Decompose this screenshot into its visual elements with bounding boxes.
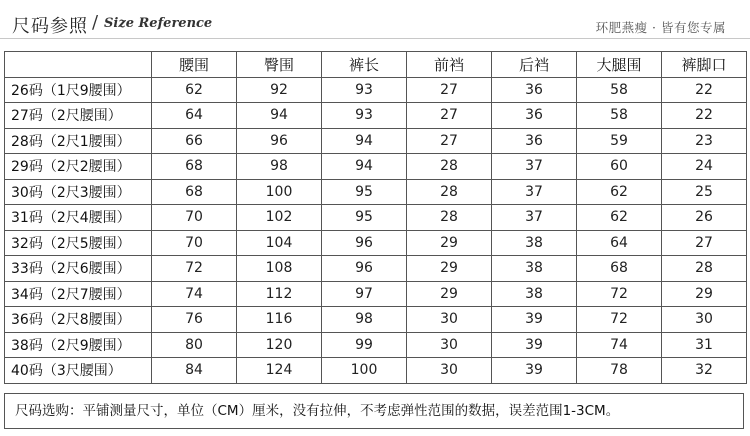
table-cell: 29 (407, 281, 492, 307)
table-cell: 76 (152, 307, 237, 333)
table-cell: 100 (237, 179, 322, 205)
table-row (5, 230, 747, 256)
table-row (5, 128, 747, 154)
page-title: 尺码参照 (12, 16, 88, 37)
page-subtitle: Size Reference (104, 16, 213, 31)
row-label: 26码（1尺9腰围） (5, 77, 152, 103)
table-cell: 29 (662, 281, 747, 307)
table-cell: 22 (662, 103, 747, 129)
table-cell: 25 (662, 179, 747, 205)
table-cell: 98 (237, 154, 322, 180)
table-cell: 96 (322, 230, 407, 256)
table-cell: 39 (492, 307, 577, 333)
table-cell: 74 (577, 332, 662, 358)
table-cell: 94 (322, 154, 407, 180)
table-cell: 68 (577, 256, 662, 282)
table-row (5, 256, 747, 282)
row-label: 30码（2尺3腰围） (5, 179, 152, 205)
table-cell: 68 (152, 154, 237, 180)
table-row (5, 77, 747, 103)
table-cell: 27 (662, 230, 747, 256)
row-label: 33码（2尺6腰围） (5, 256, 152, 282)
table-cell: 72 (577, 307, 662, 333)
table-cell: 64 (152, 103, 237, 129)
table-row (5, 103, 747, 129)
table-corner-cell (5, 52, 152, 78)
table-cell: 30 (407, 332, 492, 358)
table-cell: 95 (322, 179, 407, 205)
table-cell: 28 (407, 154, 492, 180)
table-cell: 66 (152, 128, 237, 154)
row-label: 29码（2尺2腰围） (5, 154, 152, 180)
table-cell: 29 (407, 256, 492, 282)
table-cell: 32 (662, 358, 747, 384)
title-separator: / (92, 12, 99, 33)
table-row (5, 205, 747, 231)
table-cell: 72 (577, 281, 662, 307)
table-cell: 93 (322, 103, 407, 129)
table-cell: 70 (152, 230, 237, 256)
table-cell: 28 (407, 179, 492, 205)
table-cell: 30 (662, 307, 747, 333)
table-row (5, 179, 747, 205)
row-label: 27码（2尺腰围） (5, 103, 152, 129)
table-cell: 99 (322, 332, 407, 358)
table-cell: 92 (237, 77, 322, 103)
column-header: 裤长 (322, 52, 407, 78)
table-cell: 96 (237, 128, 322, 154)
table-row (5, 332, 747, 358)
table-cell: 74 (152, 281, 237, 307)
table-cell: 95 (322, 205, 407, 231)
slogan: 环肥燕瘦 · 皆有您专属 (595, 20, 726, 35)
table-cell: 94 (322, 128, 407, 154)
table-row (5, 358, 747, 384)
table-cell: 116 (237, 307, 322, 333)
table-cell: 37 (492, 179, 577, 205)
table-cell: 80 (152, 332, 237, 358)
table-cell: 96 (322, 256, 407, 282)
row-label: 40码（3尺腰围） (5, 358, 152, 384)
table-cell: 28 (407, 205, 492, 231)
table-cell: 94 (237, 103, 322, 129)
table-cell: 93 (322, 77, 407, 103)
table-body (5, 77, 747, 383)
table-cell: 112 (237, 281, 322, 307)
header-divider (0, 38, 750, 39)
table-cell: 38 (492, 230, 577, 256)
table-cell: 36 (492, 128, 577, 154)
size-note: 尺码选购：平铺测量尺寸，单位（CM）厘米，没有拉伸，不考虑弹性范围的数据，误差范围1-3CM。 (4, 393, 744, 429)
table-cell: 124 (237, 358, 322, 384)
table-cell: 37 (492, 205, 577, 231)
table-cell: 27 (407, 77, 492, 103)
table-cell: 78 (577, 358, 662, 384)
table-cell: 62 (152, 77, 237, 103)
table-header-row (5, 52, 747, 78)
table-cell: 102 (237, 205, 322, 231)
table-cell: 22 (662, 77, 747, 103)
row-label: 28码（2尺1腰围） (5, 128, 152, 154)
table-cell: 27 (407, 103, 492, 129)
table-cell: 26 (662, 205, 747, 231)
table-cell: 28 (662, 256, 747, 282)
table-cell: 23 (662, 128, 747, 154)
table-cell: 36 (492, 77, 577, 103)
table-cell: 100 (322, 358, 407, 384)
row-label: 32码（2尺5腰围） (5, 230, 152, 256)
table-cell: 37 (492, 154, 577, 180)
table-cell: 108 (237, 256, 322, 282)
table-cell: 59 (577, 128, 662, 154)
row-label: 38码（2尺9腰围） (5, 332, 152, 358)
table-cell: 36 (492, 103, 577, 129)
table-cell: 72 (152, 256, 237, 282)
table-cell: 24 (662, 154, 747, 180)
table-cell: 30 (407, 307, 492, 333)
column-header: 臀围 (237, 52, 322, 78)
row-label: 31码（2尺4腰围） (5, 205, 152, 231)
row-label: 34码（2尺7腰围） (5, 281, 152, 307)
table-cell: 98 (322, 307, 407, 333)
table-cell: 62 (577, 205, 662, 231)
table-cell: 84 (152, 358, 237, 384)
table-cell: 64 (577, 230, 662, 256)
table-cell: 38 (492, 281, 577, 307)
table-cell: 68 (152, 179, 237, 205)
table-cell: 97 (322, 281, 407, 307)
table-cell: 58 (577, 103, 662, 129)
size-table (4, 51, 747, 384)
header (0, 0, 750, 46)
table-cell: 39 (492, 358, 577, 384)
table-cell: 58 (577, 77, 662, 103)
table-cell: 70 (152, 205, 237, 231)
column-header: 裤脚口 (662, 52, 747, 78)
table-cell: 62 (577, 179, 662, 205)
table-row (5, 281, 747, 307)
table-cell: 30 (407, 358, 492, 384)
table-row (5, 307, 747, 333)
table-cell: 31 (662, 332, 747, 358)
table-cell: 38 (492, 256, 577, 282)
column-header: 腰围 (152, 52, 237, 78)
column-header: 后裆 (492, 52, 577, 78)
table-row (5, 154, 747, 180)
table-cell: 27 (407, 128, 492, 154)
table-cell: 39 (492, 332, 577, 358)
table-cell: 60 (577, 154, 662, 180)
table-cell: 120 (237, 332, 322, 358)
table-cell: 104 (237, 230, 322, 256)
table-cell: 29 (407, 230, 492, 256)
row-label: 36码（2尺8腰围） (5, 307, 152, 333)
column-header: 大腿围 (577, 52, 662, 78)
column-header: 前裆 (407, 52, 492, 78)
